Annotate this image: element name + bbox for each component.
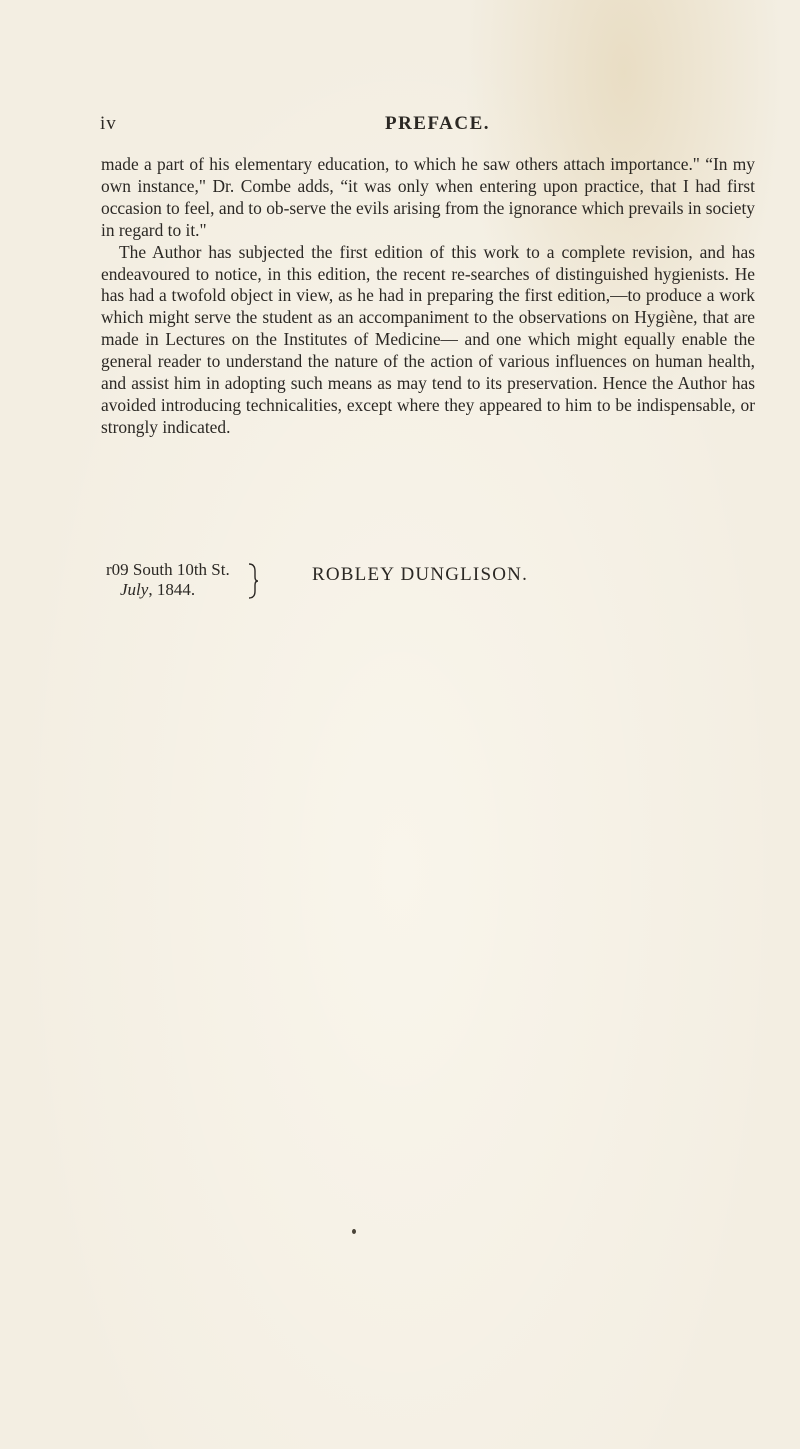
paragraph-continuation: made a part of his elementary education, to which he saw others attach importance." “In my own instance," Dr. Combe adds, “it was only when entering upon practice, that I had first occasion to feel, and to ob-serve the evils arising from the ignorance which prevails in society in regard to it." — [101, 154, 755, 240]
right-brace-icon — [247, 563, 259, 599]
page-header — [100, 113, 755, 137]
address-block — [106, 560, 230, 600]
date-line — [106, 580, 230, 600]
signoff — [100, 560, 755, 610]
running-head: PREFACE. — [384, 113, 491, 134]
paragraph-revision: The Author has subjected the first edition of this work to a complete revision, and has endeavoured to notice, in this edition, the recent re-searches of distinguished hygienists. He has had a twofold object in view, as he had in preparing the first edition,—to produce a work which might serve the student as an accompaniment to the observations on Hygiène, that are made in Lectures on the Institutes of Medicine— and one which might equally enable the general reader to understand the nature of the action of various influences on human health, and assist him in adopting such means as may tend to its preservation. Hence the Author has avoided introducing technicalities, except where they appeared to him to be indispensable, or strongly indicated. — [101, 241, 755, 437]
date-year: , 1844. — [148, 580, 196, 599]
ink-speck — [352, 1229, 356, 1234]
address-line: r09 South 10th St. — [106, 560, 230, 579]
page-number: iv — [100, 113, 117, 134]
author-name: ROBLEY DUNGLISON. — [312, 564, 529, 585]
preface-body — [101, 154, 755, 439]
date-month: July — [120, 580, 149, 599]
